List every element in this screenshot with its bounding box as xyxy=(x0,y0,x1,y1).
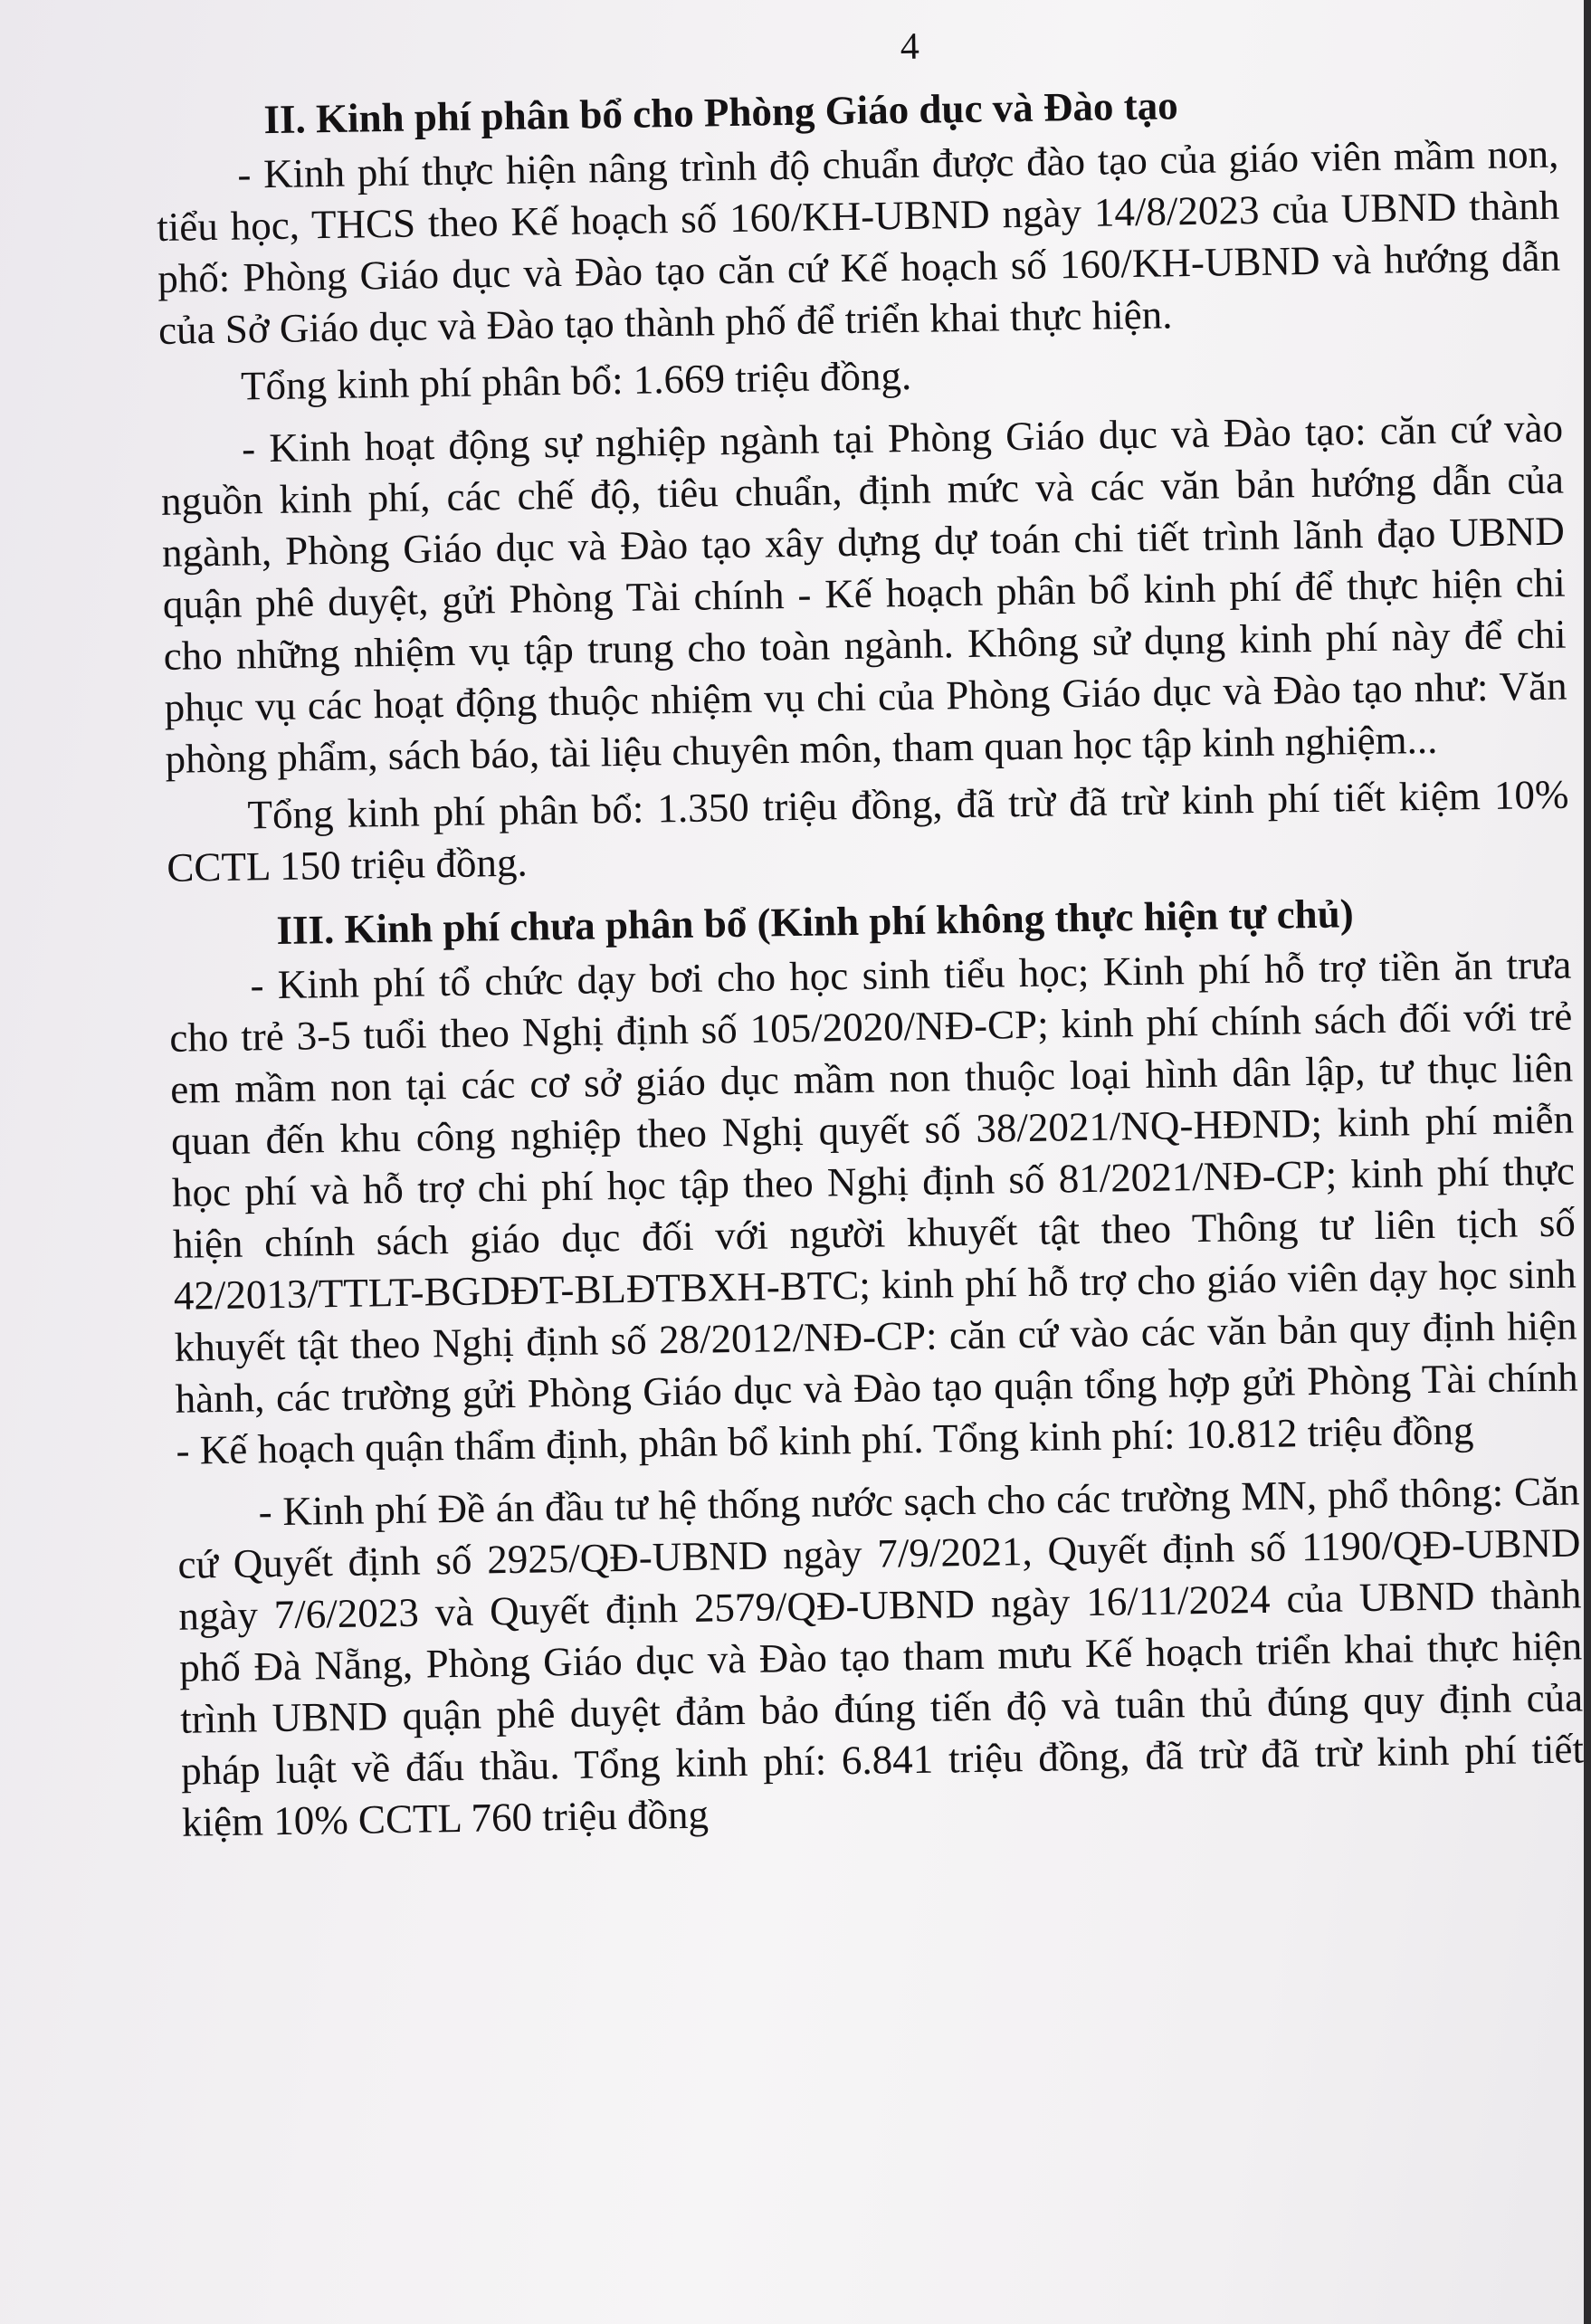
paragraph: - Kinh phí thực hiện nâng trình độ chuẩn được đào tạo của giáo viên mầm non, tiểu học, THCS theo Kế hoạch số 160/KH-UBND ngày 14/8/2023 của UBND thành phố: Phòng Giáo dục và Đào tạo căn cứ Kế hoạch số 160/KH-UBND và hướng dẫn của Sở Giáo dục và Đào tạo thành phố để triển khai thực hiện. xyxy=(156,130,1561,353)
section-heading: III. Kinh phí chưa phân bổ (Kinh phí không thực hiện tự chủ) xyxy=(276,891,1354,953)
total-line: Tổng kinh phí phân bổ: 1.669 triệu đồng. xyxy=(240,352,912,409)
page-number: 4 xyxy=(900,25,920,69)
paragraph: - Kinh phí tổ chức dạy bơi cho học sinh tiểu học; Kinh phí hỗ trợ tiền ăn trưa cho trẻ 3-5 tuổi theo Nghị định số 105/2020/NĐ-CP; kinh phí chính sách đối với trẻ em mầm non tại các cơ sở giáo dục mầm non thuộc loại hình dân lập, tư thục liên quan đến khu công nghiệp theo Nghị quyết số 38/2021/NQ-HĐND; kinh phí miễn học phí và hỗ trợ chi phí học tập theo Nghị định số 81/2021/NĐ-CP; kinh phí thực hiện chính sách giáo dục đối với người khuyết tật theo Thông tư liên tịch số 42/2013/TTLT-BGDĐT-BLĐTBXH-BTC; kinh phí hỗ trợ cho giáo viên dạy học sinh khuyết tật theo Nghị định số 28/2012/NĐ-CP: căn cứ vào các văn bản quy định hiện hành, các trường gửi Phòng Giáo dục và Đào tạo quận tổng hợp gửi Phòng Tài chính - Kế hoạch quận thẩm định, phân bổ kinh phí. Tổng kinh phí: 10.812 triệu đồng xyxy=(168,941,1578,1473)
document-page xyxy=(154,14,1585,1854)
paragraph: - Kinh hoạt động sự nghiệp ngành tại Phòng Giáo dục và Đào tạo: căn cứ vào nguồn kinh phí, các chế độ, tiêu chuẩn, định mức và các văn bản hướng dẫn của ngành, Phòng Giáo dục và Đào tạo xây dựng dự toán chi tiết trình lãnh đạo UBND quận phê duyệt, gửi Phòng Tài chính - Kế hoạch phân bổ kinh phí để thực hiện chi cho những nhiệm vụ tập trung cho toàn ngành. Không sử dụng kinh phí này để chi phục vụ các hoạt động thuộc nhiệm vụ chi của Phòng Giáo dục và Đào tạo như: Văn phòng phẩm, sách báo, tài liệu chuyên môn, tham quan học tập kinh nghiệm... xyxy=(160,405,1567,782)
total-line: Tổng kinh phí phân bổ: 1.350 triệu đồng, đã trừ đã trừ kinh phí tiết kiệm 10% CCTL 150 triệu đồng. xyxy=(167,771,1569,891)
section-heading: II. Kinh phí phân bổ cho Phòng Giáo dục và Đào tạo xyxy=(263,82,1179,143)
page-edge-shadow xyxy=(1584,0,1591,2324)
paragraph: - Kinh phí Đề án đầu tư hệ thống nước sạch cho các trường MN, phổ thông: Căn cứ Quyết định số 2925/QĐ-UBND ngày 7/9/2021, Quyết định số 1190/QĐ-UBND ngày 7/6/2023 và Quyết định 2579/QĐ-UBND ngày 16/11/2024 của UBND thành phố Đà Nẵng, Phòng Giáo dục và Đào tạo tham mưu Kế hoạch triển khai thực hiện trình UBND quận phê duyệt đảm bảo đúng tiến độ và tuân thủ đúng quy định của pháp luật về đấu thầu. Tổng kinh phí: 6.841 triệu đồng, đã trừ đã trừ kinh phí tiết kiệm 10% CCTL 760 triệu đồng xyxy=(177,1468,1585,1845)
